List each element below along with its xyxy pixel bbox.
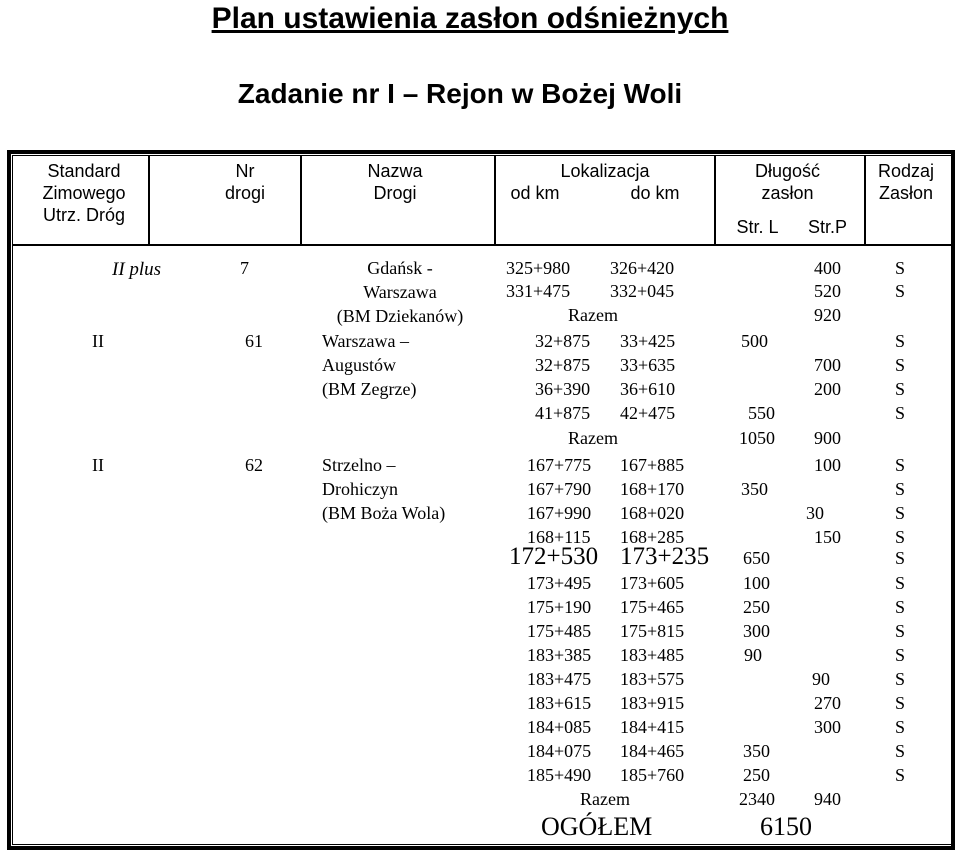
km-from: 172+530 <box>509 543 599 570</box>
header-divider <box>714 155 716 246</box>
subtotal-left: 1050 <box>739 428 775 448</box>
length-left: 350 <box>741 479 768 499</box>
curtain-type: S <box>895 573 906 593</box>
km-from: 167+790 <box>527 479 592 499</box>
curtain-type: S <box>895 527 906 547</box>
km-from: 183+385 <box>527 645 592 665</box>
grand-total-value: 6150 <box>760 812 812 841</box>
page-title: Plan ustawienia zasłon odśnieżnych <box>211 2 729 35</box>
km-to: 33+635 <box>620 355 676 375</box>
header-divider <box>494 155 496 246</box>
group-nr: 61 <box>245 331 263 351</box>
length-right: 700 <box>814 355 841 375</box>
header-str-p: Str.P <box>807 217 847 237</box>
km-to: 183+575 <box>620 669 685 689</box>
group-road-name: Warszawa – Augustów (BM Zegrze) <box>322 331 417 399</box>
header-rodzaj: Rodzaj Zasłon <box>877 161 935 203</box>
curtain-type: S <box>895 645 906 665</box>
km-from: 325+980 <box>506 258 571 278</box>
curtain-type: S <box>895 693 906 713</box>
km-from: 184+085 <box>527 717 592 737</box>
km-to: 33+425 <box>620 331 676 351</box>
km-to: 42+475 <box>620 403 676 423</box>
curtain-type: S <box>895 379 906 399</box>
km-to: 173+235 <box>620 543 710 570</box>
header-dlugosc: Długość zasłon <box>754 161 821 203</box>
curtain-type: S <box>895 331 906 351</box>
length-right: 200 <box>814 379 841 399</box>
grand-total-label: OGÓŁEM <box>541 812 653 841</box>
length-left: 250 <box>743 597 770 617</box>
curtain-type: S <box>895 548 906 568</box>
curtain-type: S <box>895 355 906 375</box>
km-from: 32+875 <box>535 355 591 375</box>
km-to: 168+285 <box>620 527 685 547</box>
subtotal-right: 920 <box>814 305 841 325</box>
km-to: 167+885 <box>620 455 685 475</box>
length-left: 300 <box>743 621 770 641</box>
header-divider <box>300 155 302 246</box>
header-bottom-line <box>12 244 952 246</box>
km-from: 175+190 <box>527 597 592 617</box>
km-to: 332+045 <box>610 281 675 301</box>
length-right: 30 <box>806 503 824 523</box>
km-from: 173+495 <box>527 573 592 593</box>
km-from: 175+485 <box>527 621 592 641</box>
curtain-type: S <box>895 717 906 737</box>
length-right: 300 <box>814 717 841 737</box>
curtain-type: S <box>895 621 906 641</box>
km-from: 41+875 <box>535 403 591 423</box>
km-to: 184+415 <box>620 717 685 737</box>
length-right: 90 <box>812 669 830 689</box>
group-standard: II <box>92 331 104 351</box>
group-road-name: Gdańsk - Warszawa (BM Dziekanów) <box>336 258 464 326</box>
length-right: 400 <box>814 258 841 278</box>
km-to: 168+170 <box>620 479 685 499</box>
header-str-l: Str. L <box>736 217 779 237</box>
km-from: 36+390 <box>535 379 591 399</box>
subtotal-label: Razem <box>568 428 618 448</box>
km-to: 175+815 <box>620 621 685 641</box>
length-right: 150 <box>814 527 841 547</box>
km-to: 183+915 <box>620 693 685 713</box>
curtain-type: S <box>895 765 906 785</box>
km-to: 173+605 <box>620 573 685 593</box>
length-left: 550 <box>748 403 775 423</box>
km-to: 185+760 <box>620 765 685 785</box>
curtain-type: S <box>895 403 906 423</box>
km-from: 183+475 <box>527 669 592 689</box>
length-left: 500 <box>741 331 768 351</box>
header-nazwa: Nazwa Drogi <box>367 161 423 203</box>
km-to: 36+610 <box>620 379 676 399</box>
subtotal-label: Razem <box>568 305 618 325</box>
km-from: 167+990 <box>527 503 592 523</box>
curtain-type: S <box>895 503 906 523</box>
curtain-type: S <box>895 479 906 499</box>
header-lokalizacja: Lokalizacja <box>560 161 650 181</box>
length-left: 650 <box>743 548 770 568</box>
curtain-type: S <box>895 281 906 301</box>
header-od-km: od km <box>510 183 560 203</box>
header-nr: Nr drogi <box>224 161 266 203</box>
group-nr: 7 <box>240 258 249 278</box>
subtotal-left: 2340 <box>739 789 775 809</box>
km-to: 184+465 <box>620 741 685 761</box>
header-divider <box>148 155 150 246</box>
group-nr: 62 <box>245 455 263 475</box>
group-standard: II <box>92 455 104 475</box>
group-standard: II plus <box>112 259 162 280</box>
km-from: 331+475 <box>506 281 571 301</box>
km-from: 184+075 <box>527 741 592 761</box>
length-right: 100 <box>814 455 841 475</box>
length-left: 250 <box>743 765 770 785</box>
km-to: 183+485 <box>620 645 685 665</box>
km-to: 168+020 <box>620 503 685 523</box>
header-do-km: do km <box>630 183 680 203</box>
length-right: 270 <box>814 693 841 713</box>
header-standard: Standard Zimowego Utrz. Dróg <box>42 161 126 225</box>
km-from: 183+615 <box>527 693 592 713</box>
curtain-type: S <box>895 669 906 689</box>
km-from: 185+490 <box>527 765 592 785</box>
subtotal-right: 940 <box>814 789 841 809</box>
length-right: 520 <box>814 281 841 301</box>
page-subtitle: Zadanie nr I – Rejon w Bożej Woli <box>237 78 683 109</box>
curtain-type: S <box>895 258 906 278</box>
group-road-name: Strzelno – Drohiczyn (BM Boża Wola) <box>322 455 446 523</box>
length-left: 100 <box>743 573 770 593</box>
km-from: 32+875 <box>535 331 591 351</box>
curtain-type: S <box>895 455 906 475</box>
km-from: 168+115 <box>527 527 591 547</box>
length-left: 90 <box>744 645 762 665</box>
km-from: 167+775 <box>527 455 592 475</box>
curtain-type: S <box>895 741 906 761</box>
subtotal-right: 900 <box>814 428 841 448</box>
subtotal-label: Razem <box>580 789 630 809</box>
curtain-type: S <box>895 597 906 617</box>
km-to: 326+420 <box>610 258 675 278</box>
length-left: 350 <box>743 741 770 761</box>
km-to: 175+465 <box>620 597 685 617</box>
